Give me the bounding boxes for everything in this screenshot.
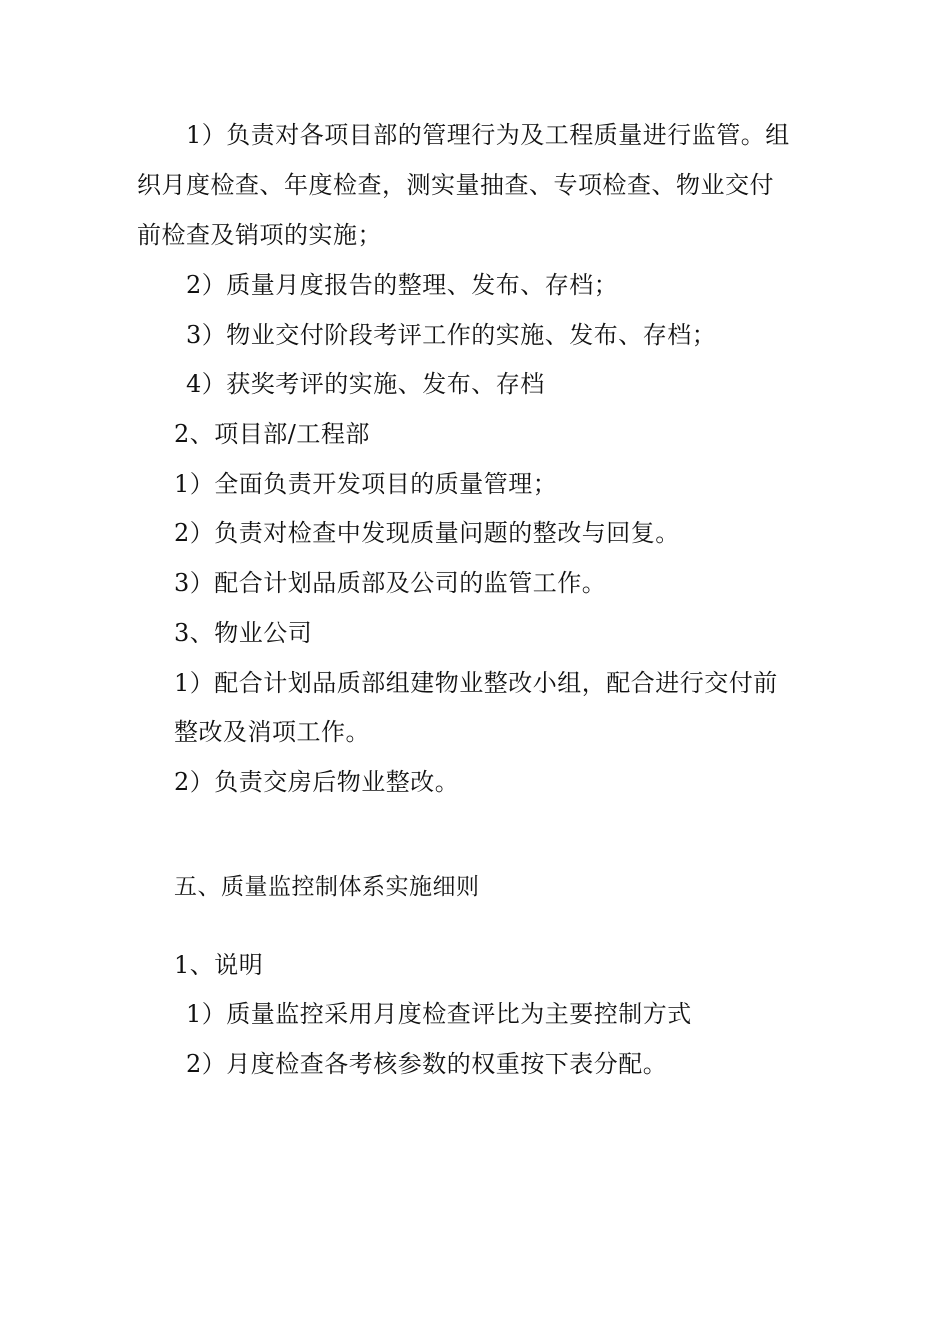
paragraph-1-line-3: 前检查及销项的实施； (137, 221, 382, 249)
paragraph-1-line-1: 1）负责对各项目部的管理行为及工程质量进行监管。组 (186, 121, 790, 149)
section-2-item-1: 1）全面负责开发项目的质量管理； (174, 470, 558, 498)
paragraph-3: 3）物业交付阶段考评工作的实施、发布、存档； (186, 321, 717, 349)
section-3-item-2: 2）负责交房后物业整改。 (174, 768, 460, 796)
section-3-item-1-line-2: 整改及消项工作。 (174, 718, 370, 746)
section-3-title: 3、物业公司 (174, 619, 313, 647)
chapter-5-item-2: 2）月度检查各考核参数的权重按下表分配。 (186, 1050, 668, 1078)
section-2-item-2: 2）负责对检查中发现质量问题的整改与回复。 (174, 519, 680, 547)
section-2-title: 2、项目部/工程部 (174, 420, 370, 448)
paragraph-4: 4）获奖考评的实施、发布、存档 (186, 370, 545, 398)
paragraph-2: 2）质量月度报告的整理、发布、存档； (186, 271, 619, 299)
paragraph-1-line-2: 织月度检查、年度检查，测实量抽查、专项检查、物业交付 (137, 171, 774, 199)
section-2-item-3: 3）配合计划品质部及公司的监管工作。 (174, 569, 607, 597)
chapter-5-subtitle: 1、说明 (174, 951, 264, 979)
chapter-5-heading: 五、质量监控制体系实施细则 (174, 874, 480, 900)
section-3-item-1-line-1: 1）配合计划品质部组建物业整改小组，配合进行交付前 (174, 669, 778, 697)
chapter-5-item-1: 1）质量监控采用月度检查评比为主要控制方式 (186, 1000, 692, 1028)
